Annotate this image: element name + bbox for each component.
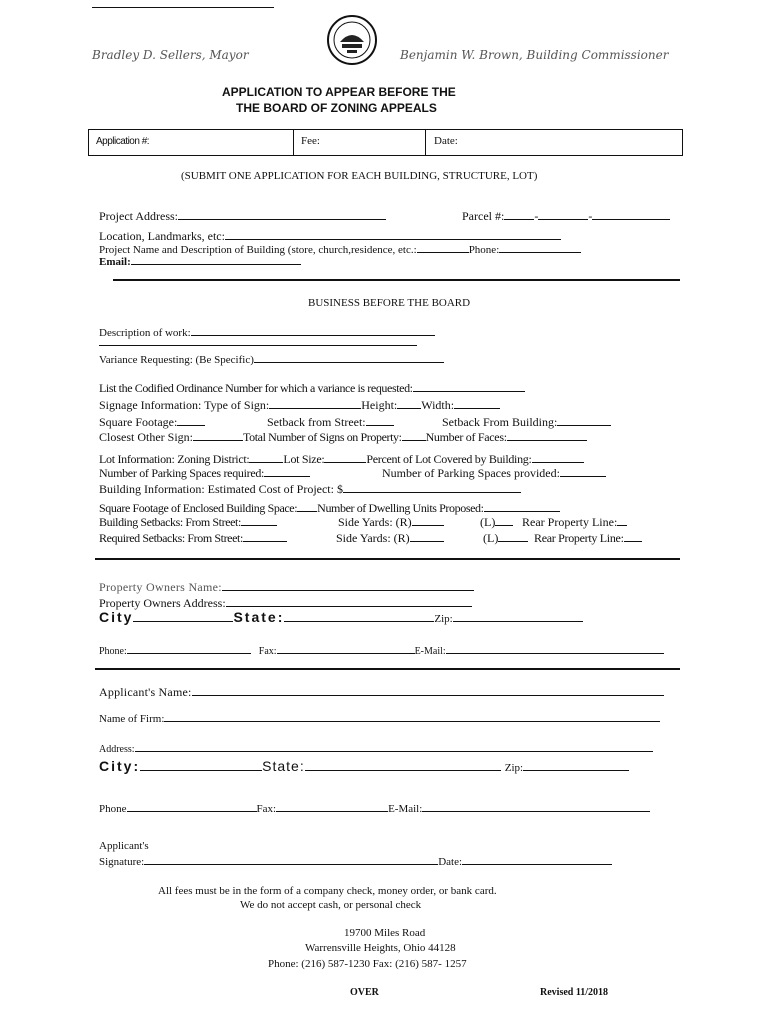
owner-email-field[interactable] [446,642,664,654]
applicant-city-row [99,758,629,774]
parcel-field-1[interactable] [504,208,534,220]
variance-label: Variance Requesting: (Be Specific) [99,354,254,366]
applicant-name-label: Applicant's Name: [99,685,192,699]
ordinance-row [99,380,525,396]
parking-provided-row [382,465,606,481]
height-label: Height: [361,398,398,412]
project-phone-label: Phone: [468,244,500,256]
variance-field[interactable] [254,351,444,363]
project-name-field[interactable] [417,241,469,253]
office-address-1: 19700 Miles Road [344,927,426,939]
firm-row [99,710,660,725]
description-label: Description of work: [99,327,191,339]
signature-date-field[interactable] [462,853,612,865]
enclosed-space-field[interactable] [297,500,317,512]
mayor-name: Bradley D. Sellers, Mayor [92,48,249,62]
project-address-label: Project Address: [99,209,178,223]
square-footage-field[interactable] [177,414,205,426]
signature-date-label: Date: [438,856,463,868]
date-label: Date: [434,135,458,147]
fee-label: Fee: [301,135,320,147]
ordinance-field[interactable] [413,380,525,392]
date-cell[interactable] [426,130,682,155]
req-side-yards-r-label: Side Yards: (R) [336,531,410,545]
applicant-name-field[interactable] [192,684,664,696]
req-rear-field[interactable] [624,530,642,542]
total-signs-label: Total Number of Signs on Property: [243,430,402,444]
owner-city-label: City [99,609,134,625]
description-field-2[interactable] [99,345,417,346]
setback-building-row [442,414,611,430]
signage-row [99,397,500,413]
project-address-row [99,208,386,224]
side-yards-l-label: (L) [480,515,496,529]
required-setbacks-label: Required Setbacks: From Street: [99,531,243,545]
lot-size-label: Lot Size: [283,452,325,466]
applicant-address-field[interactable] [135,740,653,752]
top-rule [92,7,274,8]
side-yards-l-row [480,514,513,530]
building-setbacks-row [99,514,277,530]
signature-field[interactable] [144,853,438,865]
email-label: Email: [99,256,131,268]
req-side-yards-r-field[interactable] [410,530,444,542]
setback-street-label: Setback from Street: [267,415,366,429]
square-footage-label: Square Footage: [99,415,178,429]
applicant-phone-label: Phone [99,803,127,815]
fees-note-line1: All fees must be in the form of a company check, money order, or bank card. [158,885,497,897]
variance-row [99,351,444,366]
req-side-yards-row [336,530,444,546]
closest-sign-row [99,429,587,445]
parking-row [99,465,310,481]
req-rear-label: Rear Property Line: [534,531,624,545]
zoning-district-field[interactable] [249,451,283,463]
estimated-cost-field[interactable] [343,481,521,493]
faces-label: Number of Faces: [425,430,507,444]
signature-label-1: Applicant's [99,840,149,852]
email-field[interactable] [131,253,301,265]
applicant-email-label: E-Mail: [388,803,423,815]
owner-zip-field[interactable] [453,610,583,622]
applicant-name-row [99,684,664,700]
parking-required-label: Number of Parking Spaces required: [99,466,265,480]
building-info-label: Building Information: Estimated Cost of Project: $ [99,482,343,496]
lot-info-label: Lot Information: Zoning District: [99,452,250,466]
required-setback-street-field[interactable] [243,530,287,542]
width-field[interactable] [454,397,500,409]
req-rear-row [534,530,642,546]
business-heading: BUSINESS BEFORE THE BOARD [308,297,471,309]
city-seal [326,14,378,66]
faces-field[interactable] [507,429,587,441]
owner-state-field[interactable] [284,610,434,622]
owner-name-label: Property Owners Name: [99,580,222,594]
applicant-phone-field[interactable] [127,800,257,812]
dwelling-units-field[interactable] [484,500,560,512]
divider-3 [95,668,680,670]
rear-line-row [522,514,627,530]
enclosed-space-label: Square Footage of Enclosed Building Space: [99,501,298,515]
parking-required-field[interactable] [264,465,310,477]
office-phone-fax: Phone: (216) 587-1230 Fax: (216) 587- 1257 [268,958,467,970]
required-setbacks-row [99,530,287,546]
applicant-state-label: State: [262,758,305,774]
setback-building-label: Setback From Building: [442,415,558,429]
applicant-zip-label: Zip: [504,762,524,774]
application-number-cell[interactable] [89,130,294,155]
setback-street-field[interactable] [366,414,394,426]
fees-note-line2: We do not accept cash, or personal check [240,899,422,911]
firm-field[interactable] [164,710,660,722]
rear-line-field[interactable] [617,514,627,526]
applicant-city-field[interactable] [140,759,262,771]
signage-label: Signage Information: Type of Sign: [99,398,270,412]
req-l-field[interactable] [498,530,528,542]
parking-provided-label: Number of Parking Spaces provided: [382,466,560,480]
location-field[interactable] [225,228,561,240]
total-signs-field[interactable] [402,429,426,441]
owner-zip-label: Zip: [434,613,453,625]
application-number-label: Application #: [96,136,150,147]
owner-contact-row [99,642,664,657]
applicant-contact-row [99,800,650,815]
form-title-line1: APPLICATION TO APPEAR BEFORE THE [222,85,456,99]
percent-lot-label: Percent of Lot Covered by Building: [366,452,532,466]
owner-address-label: Property Owners Address: [99,596,226,610]
owner-name-field[interactable] [222,579,474,591]
submit-instruction: (SUBMIT ONE APPLICATION FOR EACH BUILDING, STRUCTURE, LOT) [181,170,538,182]
building-setback-street-field[interactable] [241,514,277,526]
dwelling-units-label: Number of Dwelling Units Proposed: [317,501,484,515]
fee-cell[interactable] [294,130,426,155]
project-address-field[interactable] [178,208,386,220]
revision-date: Revised 11/2018 [540,987,609,998]
owner-city-field[interactable] [133,610,233,622]
parking-provided-field[interactable] [560,465,606,477]
side-yards-r-field[interactable] [412,514,444,526]
applicant-state-field[interactable] [305,759,501,771]
parcel-label: Parcel #: [462,209,505,223]
setback-street-row [267,414,394,430]
signature-label-2: Signature: [99,856,145,868]
applicant-fax-field[interactable] [276,800,388,812]
owner-city-row [99,609,583,625]
applicant-fax-label: Fax: [256,803,277,815]
project-name-label: Project Name and Description of Building (store, church,residence, etc.: [99,244,417,256]
sign-type-field[interactable] [269,397,361,409]
building-setbacks-label: Building Setbacks: From Street: [99,515,241,529]
owner-fax-label: Fax: [258,646,277,657]
side-yards-row [338,514,444,530]
office-address-2: Warrensville Heights, Ohio 44128 [305,942,456,954]
height-field[interactable] [397,397,421,409]
description-row [99,324,435,339]
applicant-city-label: City: [99,758,141,774]
owner-state-label: State: [233,609,285,625]
building-info-row [99,481,521,497]
req-l-row [483,530,528,546]
divider-1 [113,279,680,281]
project-phone-field[interactable] [499,241,581,253]
firm-label: Name of Firm: [99,713,165,725]
parcel-row [462,208,670,224]
owner-phone-label: Phone: [99,646,127,657]
application-info-table [88,129,683,156]
parcel-field-2[interactable] [538,208,588,220]
over-label: OVER [350,987,379,998]
signature-row [99,853,612,868]
side-yards-l-field[interactable] [495,514,513,526]
percent-lot-field[interactable] [532,451,584,463]
owner-name-row [99,579,474,595]
parcel-sep-1: - [534,209,539,223]
width-label: Width: [421,398,455,412]
applicant-email-field[interactable] [422,800,650,812]
applicant-address-row [99,740,653,755]
side-yards-r-label: Side Yards: (R) [338,515,412,529]
closest-sign-label: Closest Other Sign: [99,430,194,444]
parcel-sep-2: - [588,209,593,223]
owner-email-label: E-Mail: [414,646,446,657]
divider-2 [95,558,680,560]
location-label: Location, Landmarks, etc: [99,229,225,243]
lot-size-field[interactable] [324,451,366,463]
setback-building-field[interactable] [557,414,611,426]
square-footage-row [99,414,205,430]
rear-line-label: Rear Property Line: [522,515,618,529]
owner-fax-field[interactable] [277,642,415,654]
req-l-label: (L) [483,531,499,545]
email-row [99,253,301,268]
closest-sign-field[interactable] [193,429,243,441]
parcel-field-3[interactable] [592,208,670,220]
form-title-line2: THE BOARD OF ZONING APPEALS [236,101,437,115]
building-commissioner: Benjamin W. Brown, Building Commissioner [400,48,669,62]
description-field[interactable] [191,324,435,336]
ordinance-label: List the Codified Ordinance Number for which a variance is requested: [99,381,413,395]
applicant-zip-field[interactable] [523,759,629,771]
owner-address-field[interactable] [226,595,472,607]
applicant-address-label: Address: [99,744,135,755]
owner-phone-field[interactable] [127,642,251,654]
